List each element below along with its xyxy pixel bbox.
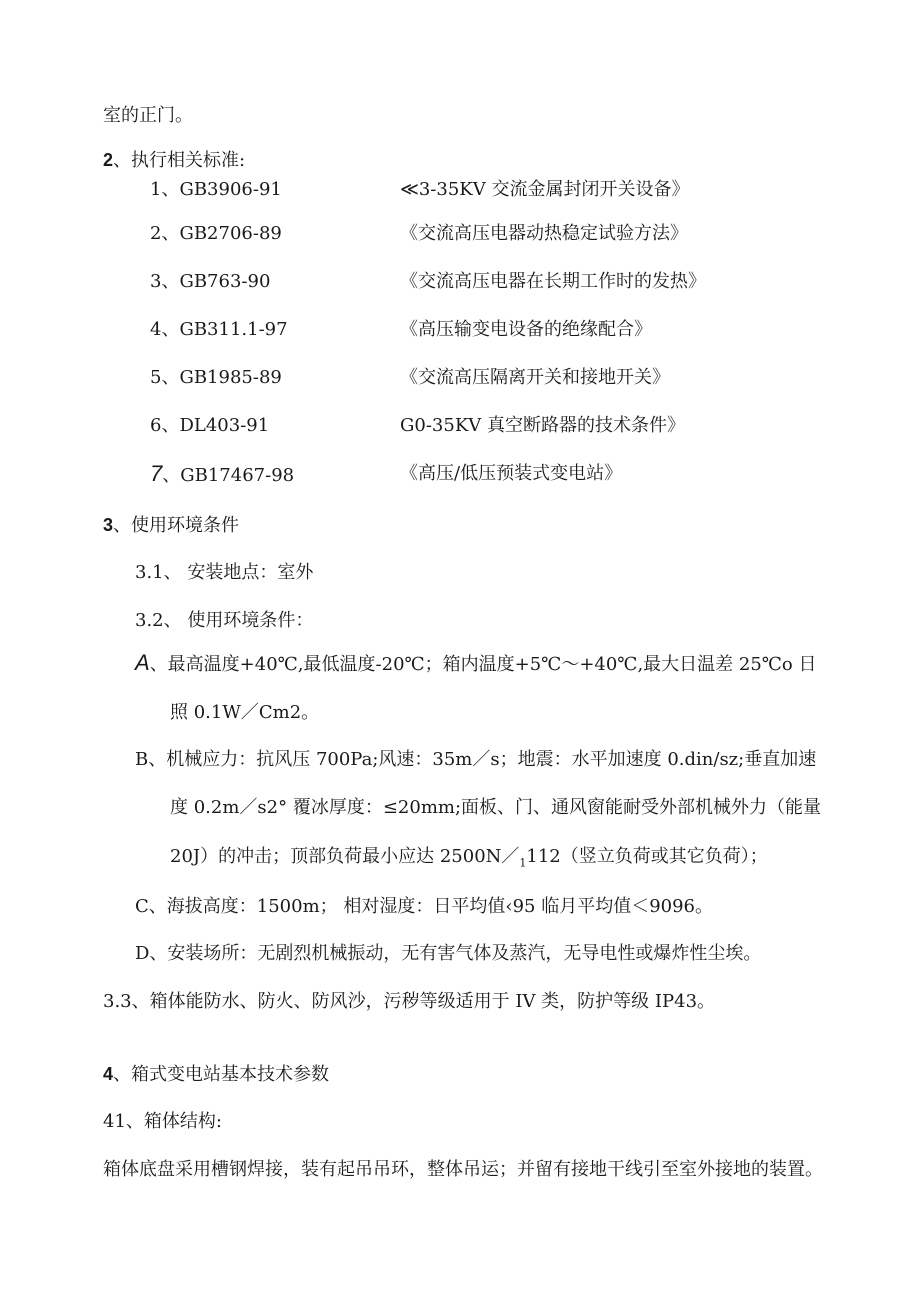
- section-3-heading: [103, 513, 239, 538]
- condition-b-subscript: 1: [519, 856, 527, 870]
- standard-title: 《交流高压电器在长期工作时的发热》: [400, 271, 706, 292]
- condition-c: C、海拔高度：1500m； 相对湿度：日平均值‹95 临月平均值＜9096。: [135, 896, 714, 917]
- condition-b-line-3-b: 112（竖立负荷或其它负荷）；: [526, 846, 768, 867]
- condition-a-line-1: [135, 651, 817, 677]
- standard-code: 6、DL403-91: [150, 415, 270, 436]
- section-2-heading: [103, 148, 245, 173]
- standard-row: [0, 318, 920, 342]
- standard-row: [0, 414, 920, 438]
- standard-row: [0, 462, 920, 486]
- subsection-4-1: 41、箱体结构:: [103, 1111, 222, 1132]
- section-4-title: 、箱式变电站基本技术参数: [113, 1064, 330, 1085]
- condition-b-line-3-a: 20J）的冲击；顶部负荷最小应达 2500N／: [170, 846, 520, 867]
- section-2-number: 2: [103, 150, 114, 170]
- intro-tail: 室的正门。: [103, 105, 193, 126]
- standard-code: [150, 462, 294, 488]
- section-4-body: 箱体底盘采用槽钢焊接，装有起吊吊环，整体吊运；并留有接地干线引至室外接地的装置。: [103, 1159, 823, 1180]
- standard-code: 3、GB763-90: [150, 271, 271, 292]
- standard-row: [0, 270, 920, 294]
- condition-b-line-2: 度 0.2m／s2° 覆冰厚度：≤20mm;面板、门、通风窗能耐受外部机械外力（能量: [170, 797, 822, 818]
- standard-row: [0, 178, 920, 202]
- standard-title: 《交流高压隔离开关和接地开关》: [400, 367, 670, 388]
- condition-a-letter: A: [135, 650, 150, 675]
- condition-b-line-1: B、机械应力：抗风压 700Pa;风速：35m／s；地震：水平加速度 0.din/sz;垂直加速: [135, 749, 817, 770]
- section-3-number: 3: [103, 515, 114, 535]
- standard-title: 《高压输变电设备的绝缘配合》: [400, 319, 652, 340]
- subsection-3-3: 3.3、箱体能防水、防火、防风沙，污秽等级适用于 IV 类，防护等级 IP43。: [103, 991, 716, 1012]
- subsection-3-1: 3.1、 安装地点：室外: [135, 562, 314, 583]
- standard-title: G0-35KV 真空断路器的技术条件》: [400, 415, 685, 436]
- section-2-title: 、执行相关标准:: [113, 150, 246, 171]
- section-4-heading: [103, 1062, 329, 1087]
- standard-row: [0, 366, 920, 390]
- standard-code: 5、GB1985-89: [150, 367, 282, 388]
- subsection-3-2: 3.2、 使用环境条件：: [135, 610, 314, 631]
- condition-b-line-3: [170, 845, 768, 876]
- section-3-title: 、使用环境条件: [113, 515, 240, 536]
- standard-code: 1、GB3906-91: [150, 179, 282, 200]
- condition-d: D、安装场所：无剧烈机械振动，无有害气体及蒸汽，无导电性或爆炸性尘埃。: [135, 943, 762, 964]
- standard-code-rest: 、GB17467-98: [162, 465, 295, 486]
- standard-row: [0, 222, 920, 246]
- standard-code: 4、GB311.1-97: [150, 319, 288, 340]
- standard-code: 2、GB2706-89: [150, 223, 282, 244]
- condition-a-line-2: 照 0.1W／Cm2。: [170, 702, 320, 723]
- standard-title: ≪3-35KV 交流金属封闭开关设备》: [400, 179, 690, 200]
- standard-number: 7: [150, 461, 163, 486]
- condition-a-text: 、最高温度+40℃,最低温度-20℃；箱内温度+5℃～+40℃,最大日温差 25℃o 日: [149, 654, 817, 675]
- section-4-number: 4: [103, 1064, 114, 1084]
- standard-title: 《交流高压电器动热稳定试验方法》: [400, 223, 688, 244]
- standard-title: 《高压/低压预装式变电站》: [400, 463, 623, 484]
